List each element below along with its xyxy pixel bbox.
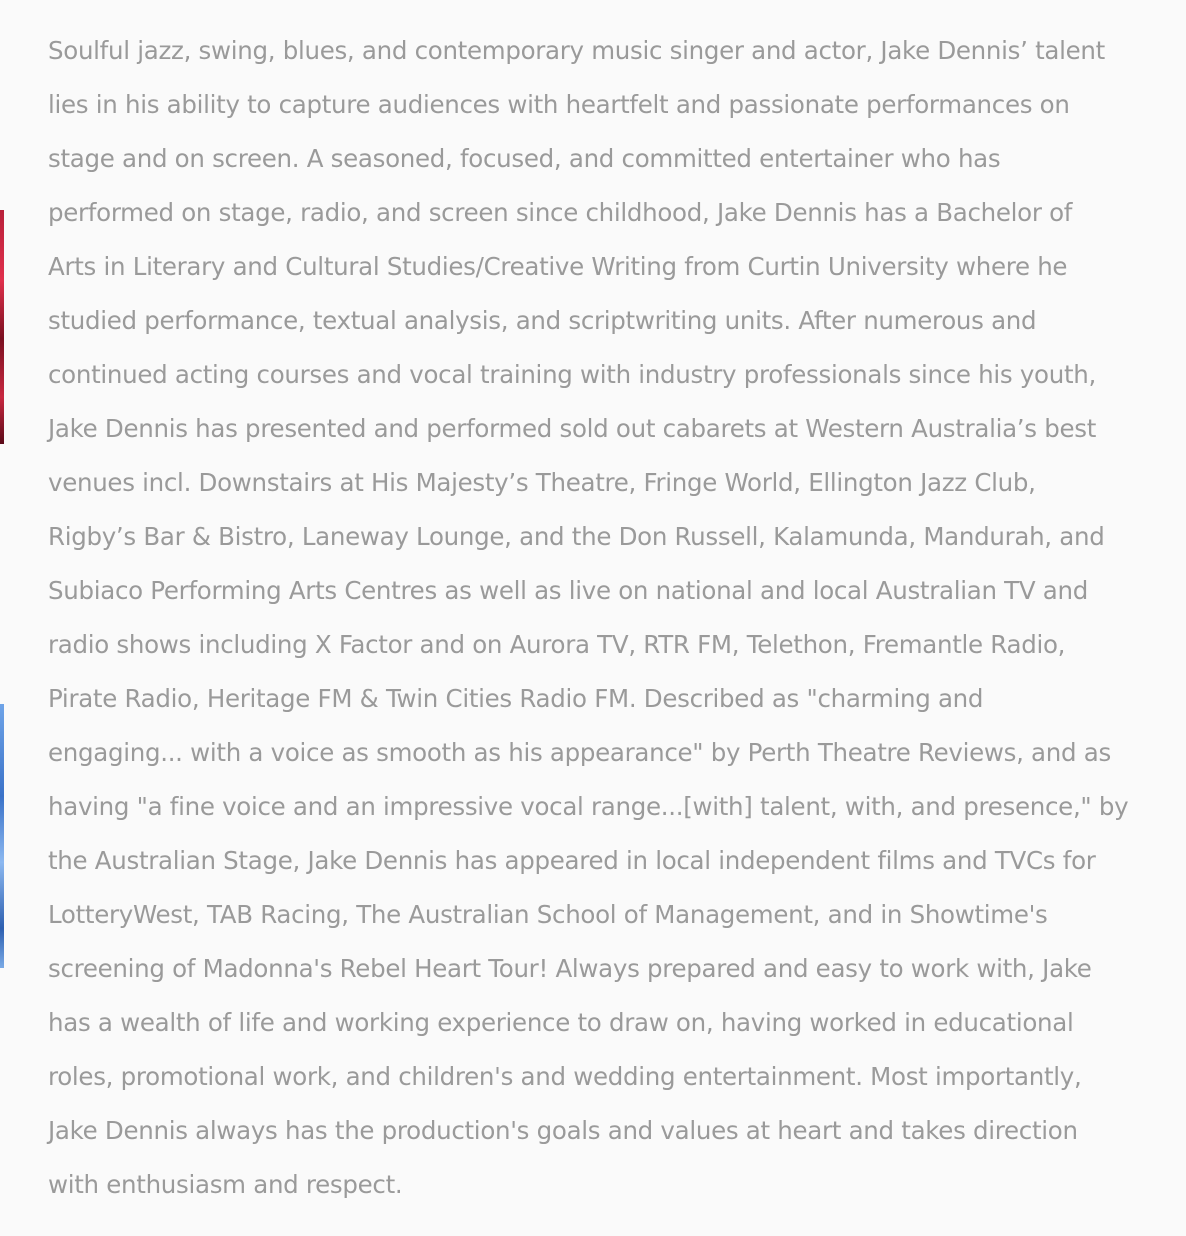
bio-line: roles, promotional work, and children's and wedding entertainment. Most importantly, [48, 1062, 1082, 1091]
bio-line: studied performance, textual analysis, and scriptwriting units. After numerous and [48, 306, 1037, 335]
photo-edge-blue [0, 704, 4, 968]
bio-line: has a wealth of life and working experience to draw on, having worked in educational [48, 1008, 1074, 1037]
bio-line: lies in his ability to capture audiences with heartfelt and passionate performances on [48, 90, 1070, 119]
bio-paragraph [48, 24, 1148, 1212]
bio-line: Jake Dennis always has the production's goals and values at heart and takes direction [48, 1116, 1078, 1145]
bio-line: having "a fine voice and an impressive vocal range...[with] talent, with, and presence," by [48, 792, 1129, 821]
bio-line: continued acting courses and vocal training with industry professionals since his youth, [48, 360, 1097, 389]
bio-line: with enthusiasm and respect. [48, 1170, 403, 1199]
bio-line: the Australian Stage, Jake Dennis has appeared in local independent films and TVCs for [48, 846, 1096, 875]
bio-line: stage and on screen. A seasoned, focused, and committed entertainer who has [48, 144, 1001, 173]
bio-line: radio shows including X Factor and on Aurora TV, RTR FM, Telethon, Fremantle Radio, [48, 630, 1066, 659]
bio-line: Pirate Radio, Heritage FM & Twin Cities Radio FM. Described as "charming and [48, 684, 984, 713]
bio-line: screening of Madonna's Rebel Heart Tour! Always prepared and easy to work with, Jake [48, 954, 1092, 983]
bio-line: engaging... with a voice as smooth as his appearance" by Perth Theatre Reviews, and as [48, 738, 1111, 767]
bio-line: Jake Dennis has presented and performed sold out cabarets at Western Australia’s best [48, 414, 1097, 443]
bio-line: performed on stage, radio, and screen since childhood, Jake Dennis has a Bachelor of [48, 198, 1073, 227]
bio-line: Rigby’s Bar & Bistro, Laneway Lounge, and the Don Russell, Kalamunda, Mandurah, and [48, 522, 1105, 551]
photo-edge-red [0, 210, 4, 444]
bio-line: venues incl. Downstairs at His Majesty’s Theatre, Fringe World, Ellington Jazz Club, [48, 468, 1036, 497]
bio-line: Soulful jazz, swing, blues, and contemporary music singer and actor, Jake Dennis’ talent [48, 36, 1105, 65]
bio-line: Subiaco Performing Arts Centres as well as live on national and local Australian TV and [48, 576, 1088, 605]
bio-line: Arts in Literary and Cultural Studies/Creative Writing from Curtin University where he [48, 252, 1068, 281]
bio-line: LotteryWest, TAB Racing, The Australian School of Management, and in Showtime's [48, 900, 1048, 929]
